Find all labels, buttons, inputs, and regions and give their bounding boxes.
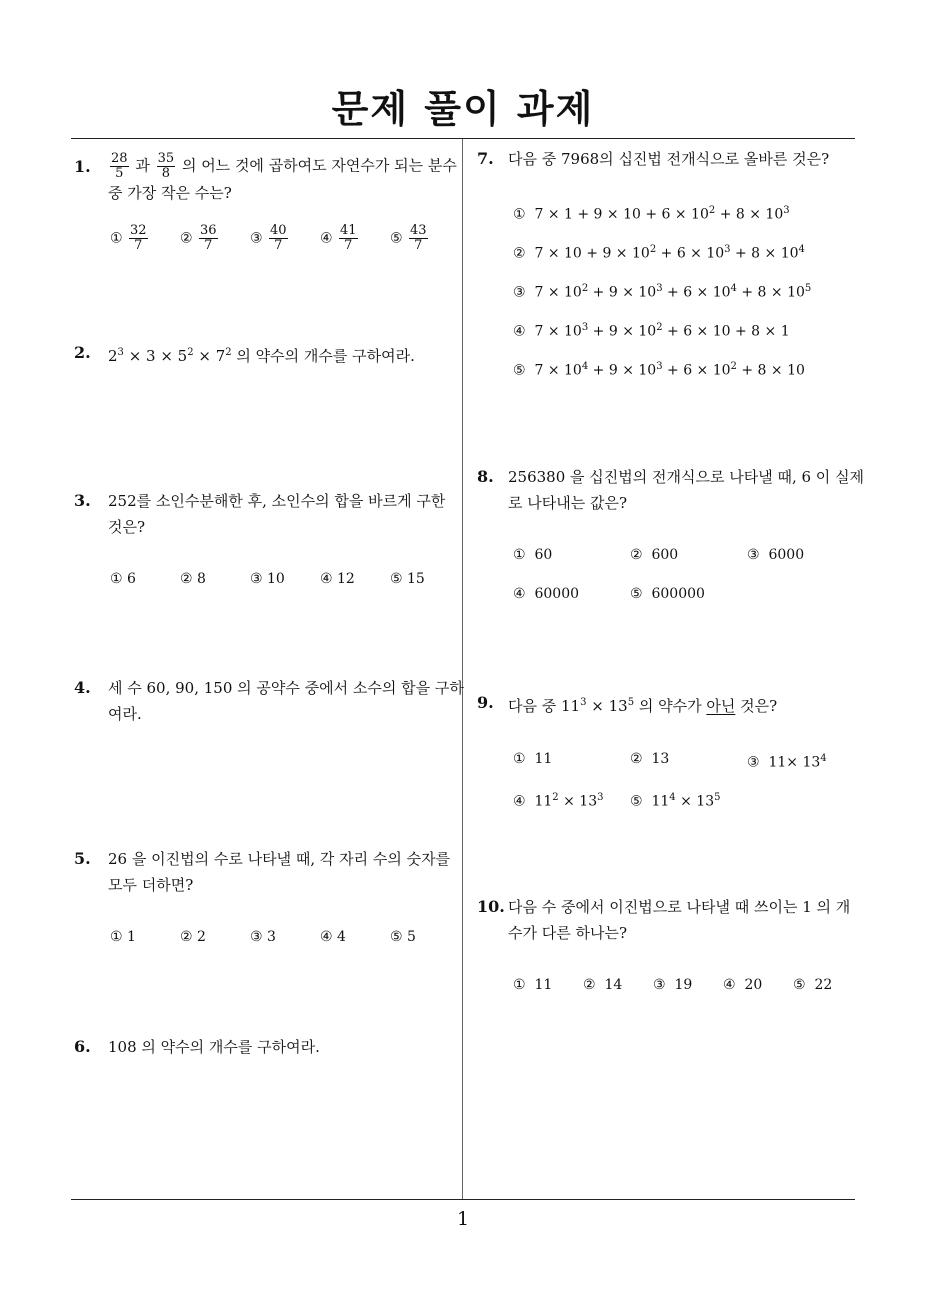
question-8 xyxy=(477,464,865,604)
question-line: 의 어느 것에 곱하여도 자연수가 되는 분수 xyxy=(181,156,457,175)
option-4[interactable]: ④ 60000 xyxy=(513,586,580,602)
question-line: 26 을 이진법의 수로 나타낼 때, 각 자리 수의 숫자를 xyxy=(108,850,451,868)
option-5[interactable]: ⑤ 15 xyxy=(390,571,425,587)
page-title: 문제 풀이 과제 xyxy=(331,87,595,131)
bottom-rule xyxy=(71,1199,855,1200)
question-line: 수가 다른 하나는? xyxy=(508,924,628,942)
question-number: 6. xyxy=(74,1037,91,1056)
option-5[interactable]: ⑤ 22 xyxy=(793,977,833,993)
option-5[interactable]: ⑤ 600000 xyxy=(630,586,705,602)
option-1[interactable]: ① $\frac{32}{7}$ xyxy=(110,223,147,253)
option-1[interactable]: ① 60 xyxy=(513,547,553,563)
question-line: 다음 수 중에서 이진법으로 나타낼 때 쓰이는 1 의 개 xyxy=(508,898,851,916)
option-1[interactable]: ① 1 xyxy=(110,929,136,945)
question-5 xyxy=(74,846,459,946)
option-2[interactable]: ② 8 xyxy=(180,571,206,587)
option-2[interactable]: ② 2 xyxy=(180,929,206,945)
question-10 xyxy=(477,894,862,994)
question-line: 256380 을 십진법의 전개식으로 나타낼 때, 6 이 실제 xyxy=(508,468,865,486)
question-line: 252를 소인수분해한 후, 소인수의 합을 바르게 구한 xyxy=(108,492,446,510)
option-3[interactable]: ③ $11\times 13^4$ xyxy=(747,753,827,771)
question-number: 1. xyxy=(74,157,91,176)
option-3[interactable]: ③ 3 xyxy=(250,929,276,945)
option-5[interactable]: ⑤ $\frac{43}{7}$ xyxy=(390,223,427,253)
question-line: 여라. xyxy=(108,705,142,723)
question-number: 3. xyxy=(74,491,91,510)
option-2[interactable]: ② $\frac{36}{7}$ xyxy=(180,223,217,253)
question-line: 세 수 60, 90, 150 의 공약수 중에서 소수의 합을 구하 xyxy=(108,679,464,697)
option-3[interactable]: ③ 10 xyxy=(250,571,285,587)
option-1[interactable]: ① 6 xyxy=(110,571,136,587)
option-4[interactable]: ④ $11^2 \times 13^3$ xyxy=(513,792,604,810)
option-2[interactable]: ② 14 xyxy=(583,977,623,993)
column-divider xyxy=(462,139,463,1199)
question-line: 중 가장 작은 수는? xyxy=(108,184,232,202)
option-3[interactable]: ③ 19 xyxy=(653,977,693,993)
question-2 xyxy=(74,340,459,370)
question-9 xyxy=(477,690,862,810)
option-1[interactable]: ① 11 xyxy=(513,751,553,767)
question-line: 로 나타내는 값은? xyxy=(508,494,628,512)
question-text: 다음 중 7968의 십진법 전개식으로 올바른 것은? xyxy=(508,150,830,168)
underlined-word: 아닌 xyxy=(706,697,736,715)
option-3[interactable]: ③ 6000 xyxy=(747,547,805,563)
option-5[interactable]: ⑤ 5 xyxy=(390,929,416,945)
option-4[interactable]: ④ $\frac{41}{7}$ xyxy=(320,223,357,253)
question-6 xyxy=(74,1034,459,1064)
option-1[interactable]: ① $7 \times 1 + 9 \times 10 + 6 \times 10^2 + 8 \times 10^3$ xyxy=(513,205,790,223)
fraction: $\frac{35}{8}$ xyxy=(157,151,175,181)
question-number: 9. xyxy=(477,693,494,712)
option-4[interactable]: ④ $7 \times 10^3 + 9 \times 10^2 + 6 \times 10 + 8 \times 1$ xyxy=(513,322,790,340)
question-number: 8. xyxy=(477,467,494,486)
page-number: 1 xyxy=(456,1208,470,1230)
question-1 xyxy=(74,152,459,282)
question-text: 다음 중 $11^3 \times 13^5$ 의 약수가 아닌 것은? xyxy=(508,697,778,715)
question-number: 4. xyxy=(74,678,91,697)
question-number: 10. xyxy=(477,897,505,916)
question-line: 것은? xyxy=(108,518,146,536)
option-3[interactable]: ③ $\frac{40}{7}$ xyxy=(250,223,287,253)
question-number: 5. xyxy=(74,849,91,868)
option-4[interactable]: ④ 12 xyxy=(320,571,355,587)
option-1[interactable]: ① 11 xyxy=(513,977,553,993)
option-5[interactable]: ⑤ $7 \times 10^4 + 9 \times 10^3 + 6 \times 10^2 + 8 \times 10$ xyxy=(513,361,805,379)
conjunction: 과 xyxy=(135,156,150,175)
fraction: $\frac{28}{5}$ xyxy=(111,151,128,181)
option-4[interactable]: ④ 20 xyxy=(723,977,763,993)
option-5[interactable]: ⑤ $11^4 \times 13^5$ xyxy=(630,792,721,810)
question-text xyxy=(108,152,457,181)
question-3 xyxy=(74,488,459,588)
question-number: 7. xyxy=(477,149,494,168)
option-3[interactable]: ③ $7 \times 10^2 + 9 \times 10^3 + 6 \times 10^4 + 8 \times 10^5$ xyxy=(513,283,812,301)
question-text: $2^3 \times 3 \times 5^2 \times 7^2$ 의 약수의 개수를 구하여라. xyxy=(108,347,415,365)
option-2[interactable]: ② 13 xyxy=(630,751,670,767)
question-number: 2. xyxy=(74,343,91,362)
option-4[interactable]: ④ 4 xyxy=(320,929,346,945)
top-rule xyxy=(71,138,855,139)
option-2[interactable]: ② $7 \times 10 + 9 \times 10^2 + 6 \times 10^3 + 8 \times 10^4$ xyxy=(513,244,805,262)
question-line: 모두 더하면? xyxy=(108,876,194,894)
question-7 xyxy=(477,146,862,386)
question-text: 108 의 약수의 개수를 구하여라. xyxy=(108,1038,320,1056)
question-4 xyxy=(74,675,464,735)
option-2[interactable]: ② 600 xyxy=(630,547,679,563)
